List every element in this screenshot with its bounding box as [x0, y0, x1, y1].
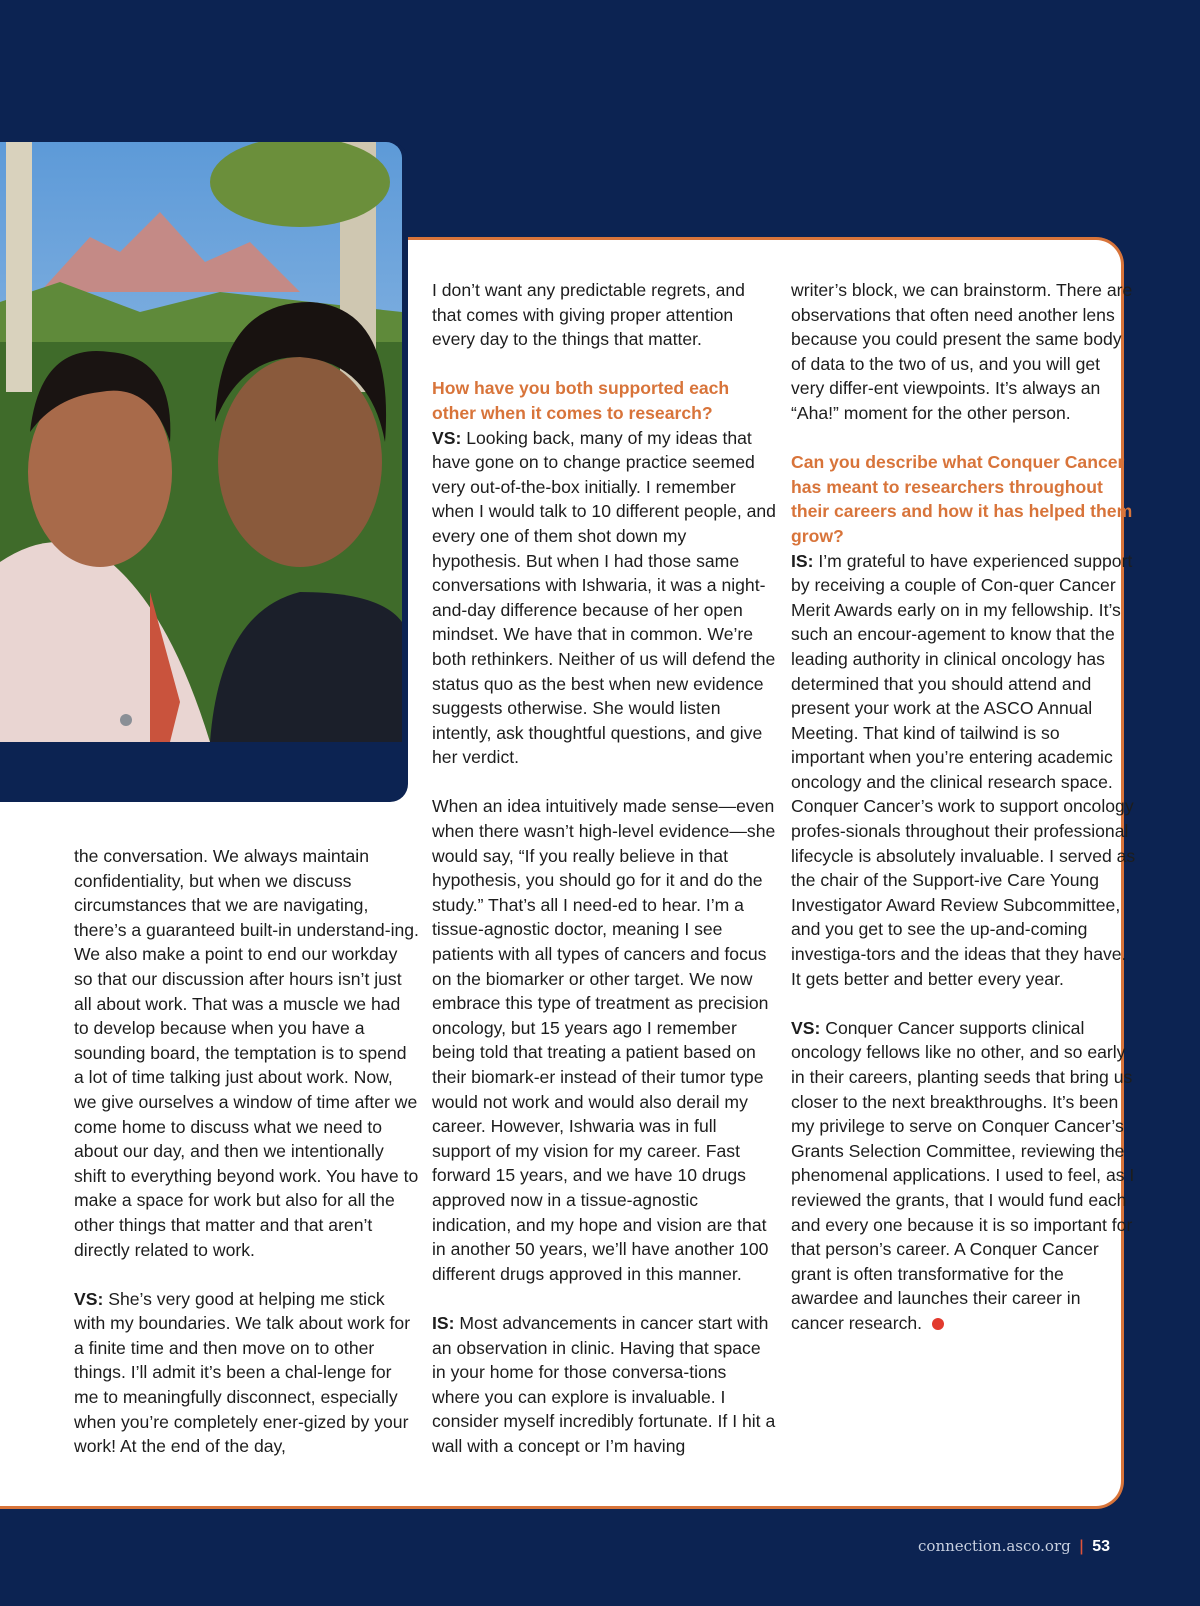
- paragraph: the conversation. We always maintain confidentiality, but when we discuss circumstances that we are navigating, there’s a guaranteed built-in understand-ing. We also make a point to end our workday so that our discussion after hours isn’t just all about work. That was a muscle we had to develop because when you have a sounding board, the temptation is to spend a lot of time talking just about work. Now, we give ourselves a window of time after we come home to discuss what we need to about our day, and then we intentionally shift to everything beyond work. You have to make a space for work but also for all the other things that matter and that aren’t directly related to work.: [74, 846, 419, 1260]
- speaker-label: IS:: [791, 550, 814, 571]
- column-1: [74, 844, 419, 1459]
- speaker-label: VS:: [74, 1288, 104, 1309]
- paragraph: [791, 1016, 1136, 1336]
- paragraph: [432, 426, 777, 770]
- footer-site-url: connection.asco.org: [918, 1537, 1071, 1555]
- paragraph: [791, 549, 1136, 992]
- paragraph-text: Looking back, many of my ideas that have gone on to change practice seemed very out-of-the-box initially. I remember when I would talk to 10 different people, and every one of them shot down my hypothesis. But when I had those same conversations with Ishwaria, it was a night-and-day difference because of her open mindset. We have that in common. We’re both rethinkers. Neither of us will defend the status quo as the best when new evidence suggests otherwise. She would listen intently, ask thoughtful questions, and give her verdict.: [432, 427, 776, 768]
- paragraph: I don’t want any predictable regrets, and that comes with giving proper attention every day to the things that matter.: [432, 280, 745, 350]
- paragraph: [74, 1287, 419, 1459]
- paragraph: When an idea intuitively made sense—even when there wasn’t high-level evidence—she would say, “If you really believe in that hypothesis, you should go for it and do the study.” That’s all I need-ed to hear. I’m a tissue-agnostic doctor, meaning I see patients with all types of cancers and focus on the biomarker or other target. We now embrace this type of treatment as precision oncology, but 15 years ago I remember being told that treating a patient based on their biomark-er instead of their tumor type would not work and would also derail my career. However, Ishwaria was in full support of my vision for my career. Fast forward 15 years, and we have 10 drugs approved now in a tissue-agnostic indication, and my hope and vision are that in another 50 years, we’ll have another 100 different drugs approved in this manner.: [432, 796, 776, 1284]
- paragraph-text: She’s very good at helping me stick with my boundaries. We talk about work for a finite time and then move on to other things. I’ll admit it’s been a chal-lenge for me to meaningfully disconnect, especially when you’re completely ener-gized by your work! At the end of the day,: [74, 1288, 411, 1457]
- page-footer: [918, 1537, 1110, 1556]
- speaker-label: IS:: [432, 1312, 455, 1333]
- paragraph: writer’s block, we can brainstorm. There are observations that often need another lens because you could present the same body of data to the two of us, and you will get very differ-ent viewpoints. It’s always an “Aha!” moment for the other person.: [791, 280, 1133, 423]
- photo-block: [0, 142, 408, 802]
- footer-separator: |: [1078, 1537, 1085, 1555]
- page-number: 53: [1092, 1538, 1110, 1555]
- interview-question: Can you describe what Conquer Cancer has meant to researchers throughout their careers and how it has helped them grow?: [791, 452, 1133, 546]
- column-2: [432, 278, 777, 1459]
- couple-photo: [0, 142, 402, 742]
- column-3: [791, 278, 1136, 1336]
- paragraph-text: I’m grateful to have experienced support by receiving a couple of Con-quer Cancer Merit Awards early on in my fellowship. It’s such an encour-agement to know that the leading authority in clinical oncology has determined that you should attend and present your work at the ASCO Annual Meeting. That kind of tailwind is so important when you’re entering academic oncology and the clinical research space. Conquer Cancer’s work to support oncology profes-sionals throughout their professional lifecycle is absolutely invaluable. I served as the chair of the Support-ive Care Young Investigator Award Review Subcommittee, and you get to see the up-and-coming investiga-tors and the ideas that they have. It gets better and better every year.: [791, 550, 1136, 989]
- speaker-label: VS:: [432, 427, 462, 448]
- end-mark-dot: [932, 1318, 944, 1330]
- paragraph-text: Conquer Cancer supports clinical oncology fellows like no other, and so early in their careers, planting seeds that bring us closer to the next breakthroughs. It’s been my privilege to serve on Conquer Cancer’s Grants Selection Committee, reviewing the phenomenal applications. I used to feel, as I reviewed the grants, that I would fund each and every one because it is so important for that person’s career. A Conquer Cancer grant is often transformative for the awardee and launches their career in cancer research.: [791, 1017, 1135, 1333]
- paragraph-text: Most advancements in cancer start with an observation in clinic. Having that space in your home for those conversa-tions where you can explore is invaluable. I consider myself incredibly fortunate. If I hit a wall with a concept or I’m having: [432, 1312, 776, 1456]
- paragraph: [432, 1311, 777, 1459]
- interview-question: How have you both supported each other when it comes to research?: [432, 378, 730, 423]
- speaker-label: VS:: [791, 1017, 821, 1038]
